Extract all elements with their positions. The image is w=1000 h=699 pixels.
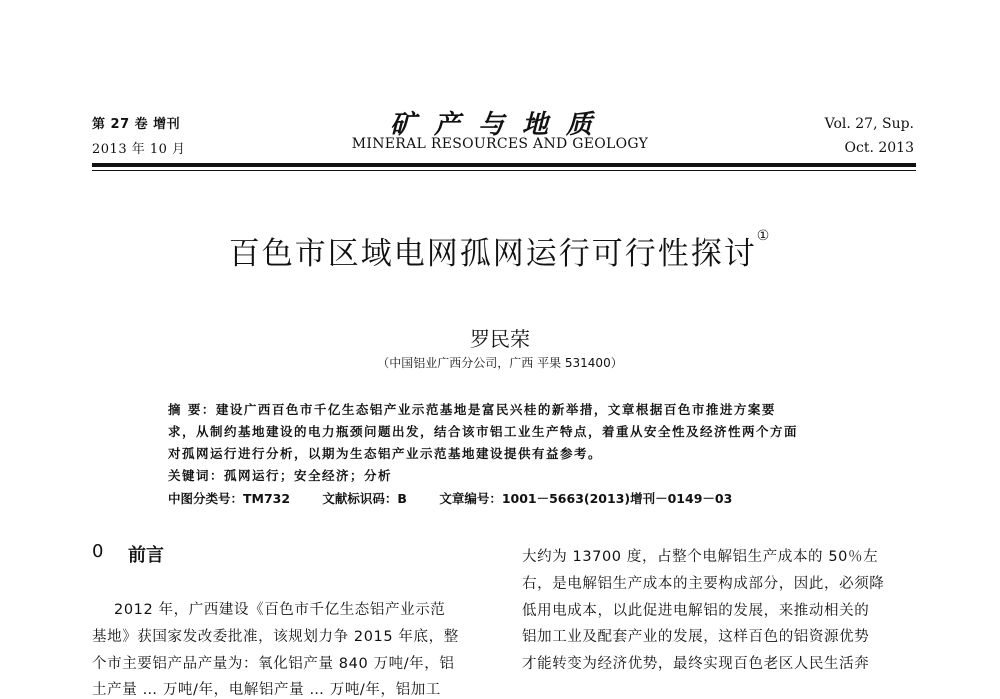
- abstract-line: 摘 要：建设广西百色市千亿生态铝产业示范基地是富民兴桂的新举措，文章根据百色市推进方案要: [168, 402, 776, 417]
- issue-date: 2013 年 10 月: [92, 142, 186, 157]
- section-number: 0: [92, 541, 104, 562]
- header-rule-thick: [92, 163, 916, 167]
- journal-title-cn: 矿产与地质: [389, 110, 610, 140]
- body-line-left: 基地》获国家发改委批准，该规划力争 2015 年底，整: [92, 629, 459, 645]
- author-name: 罗民荣: [470, 327, 530, 351]
- journal-title-en: MINERAL RESOURCES AND GEOLOGY: [351, 136, 649, 152]
- body-line-left: 个市主要铝产品产量为：氧化铝产量 840 万吨/年，铝: [92, 656, 455, 672]
- article-title: [0, 228, 1000, 273]
- volume-label: Vol. 27, Sup.: [824, 116, 914, 132]
- issue-label: 第 27 卷 增刊: [92, 117, 181, 132]
- body-line-right: 大约为 13700 度，占整个电解铝生产成本的 50％左: [522, 549, 879, 565]
- document-code: 文献标识码：B: [322, 491, 407, 506]
- classification-row: [168, 489, 760, 507]
- clc-number: 中图分类号：TM732: [168, 491, 291, 506]
- header-rule-thin: [92, 170, 916, 171]
- body-line-left: 2012 年，广西建设《百色市千亿生态铝产业示范: [114, 602, 446, 618]
- keywords: 关键词：孤网运行；安全经济；分析: [168, 468, 393, 483]
- abstract-line: 对孤网运行进行分析，以期为生态铝产业示范基地建设提供有益参考。: [168, 446, 603, 461]
- abstract-line: 求，从制约基地建设的电力瓶颈问题出发，结合该市铝工业生产特点，着重从安全性及经济性两个方面: [168, 424, 799, 439]
- author-affiliation: （中国铝业广西分公司，广西 平果 531400）: [377, 356, 623, 370]
- article-title-text: 百色市区域电网孤网运行可行性探讨: [228, 236, 757, 272]
- body-line-right: 右，是电解铝生产成本的主要构成部分，因此，必须降: [522, 576, 885, 592]
- volume-date: Oct. 2013: [844, 140, 914, 156]
- body-line-left: 土产量 … 万吨/年，电解铝产量 … 万吨/年，铝加工: [92, 682, 441, 698]
- article-number: 文章编号：1001－5663(2013)增刊－0149－03: [439, 491, 733, 506]
- section-title: 前言: [128, 545, 164, 566]
- body-line-right: 才能转变为经济优势，最终实现百色老区人民生活奔: [522, 656, 870, 672]
- body-line-right: 低用电成本，以此促进电解铝的发展，来推动相关的: [522, 603, 870, 619]
- body-line-right: 铝加工业及配套产业的发展，这样百色的铝资源优势: [522, 629, 870, 645]
- title-footnote-mark: ①: [756, 228, 772, 244]
